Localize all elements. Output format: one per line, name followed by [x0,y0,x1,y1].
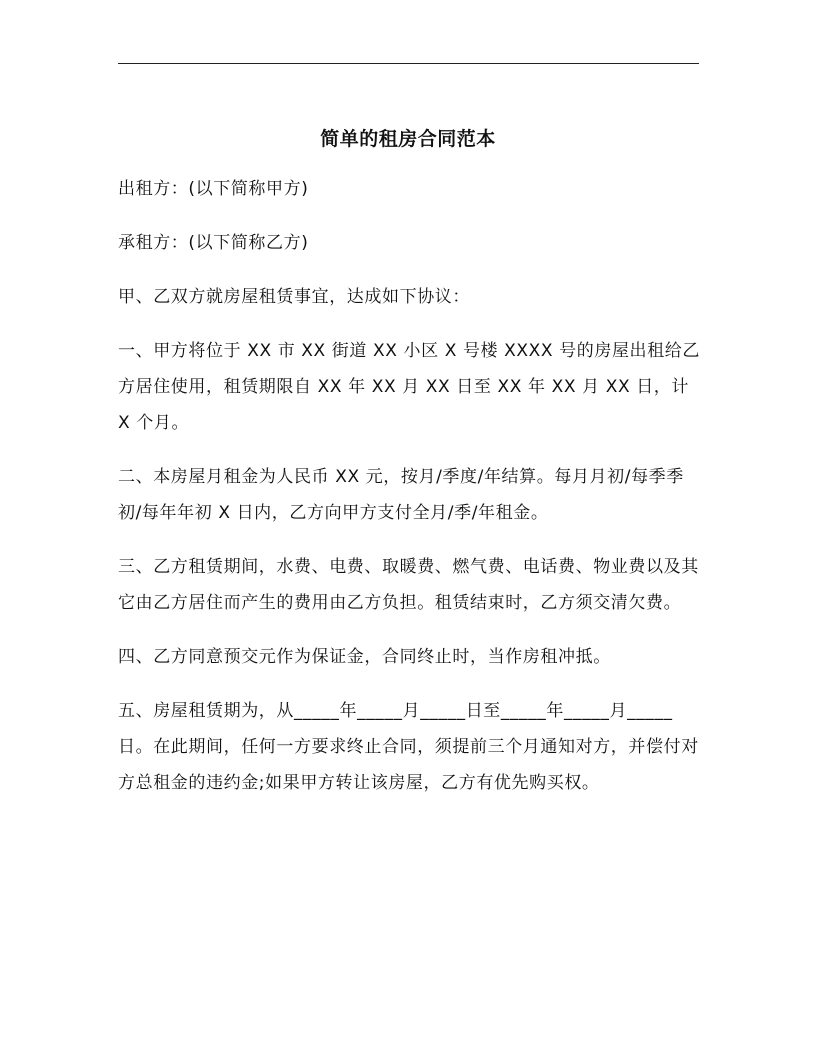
document-body [118,171,700,819]
clause-1: 一、甲方将位于 XX 市 XX 街道 XX 小区 X 号楼 XXXX 号的房屋出租给乙方居住使用，租赁期限自 XX 年 XX 月 XX 日至 XX 年 XX 月 XX 日，计 X 个月。 [118,341,700,433]
header-rule [118,63,699,64]
document-title: 简单的租房合同范本 [320,128,496,150]
clause-2: 二、本房屋月租金为人民币 XX 元，按月/季度/年结算。每月月初/每季季初/每年年初 X 日内，乙方向甲方支付全月/季/年租金。 [118,467,684,523]
lessor-line: 出租方：(以下简称甲方) [118,179,309,199]
clause-4: 四、乙方同意预交元作为保证金，合同终止时，当作房租冲抵。 [118,647,611,667]
clause-3: 三、乙方租赁期间，水费、电费、取暖费、燃气费、电话费、物业费以及其它由乙方居住而产生的费用由乙方负担。租赁结束时，乙方须交清欠费。 [118,557,699,613]
clause-5: 五、房屋租赁期为，从_____年_____月_____日至_____年_____月_____日。在此期间，任何一方要求终止合同，须提前三个月通知对方，并偿付对方总租金的违约金;如果甲方转让该房屋，乙方有优先购买权。 [118,701,699,793]
lessee-line: 承租方：(以下简称乙方) [118,233,309,253]
agreement-intro: 甲、乙双方就房屋租赁事宜，达成如下协议： [118,287,470,307]
